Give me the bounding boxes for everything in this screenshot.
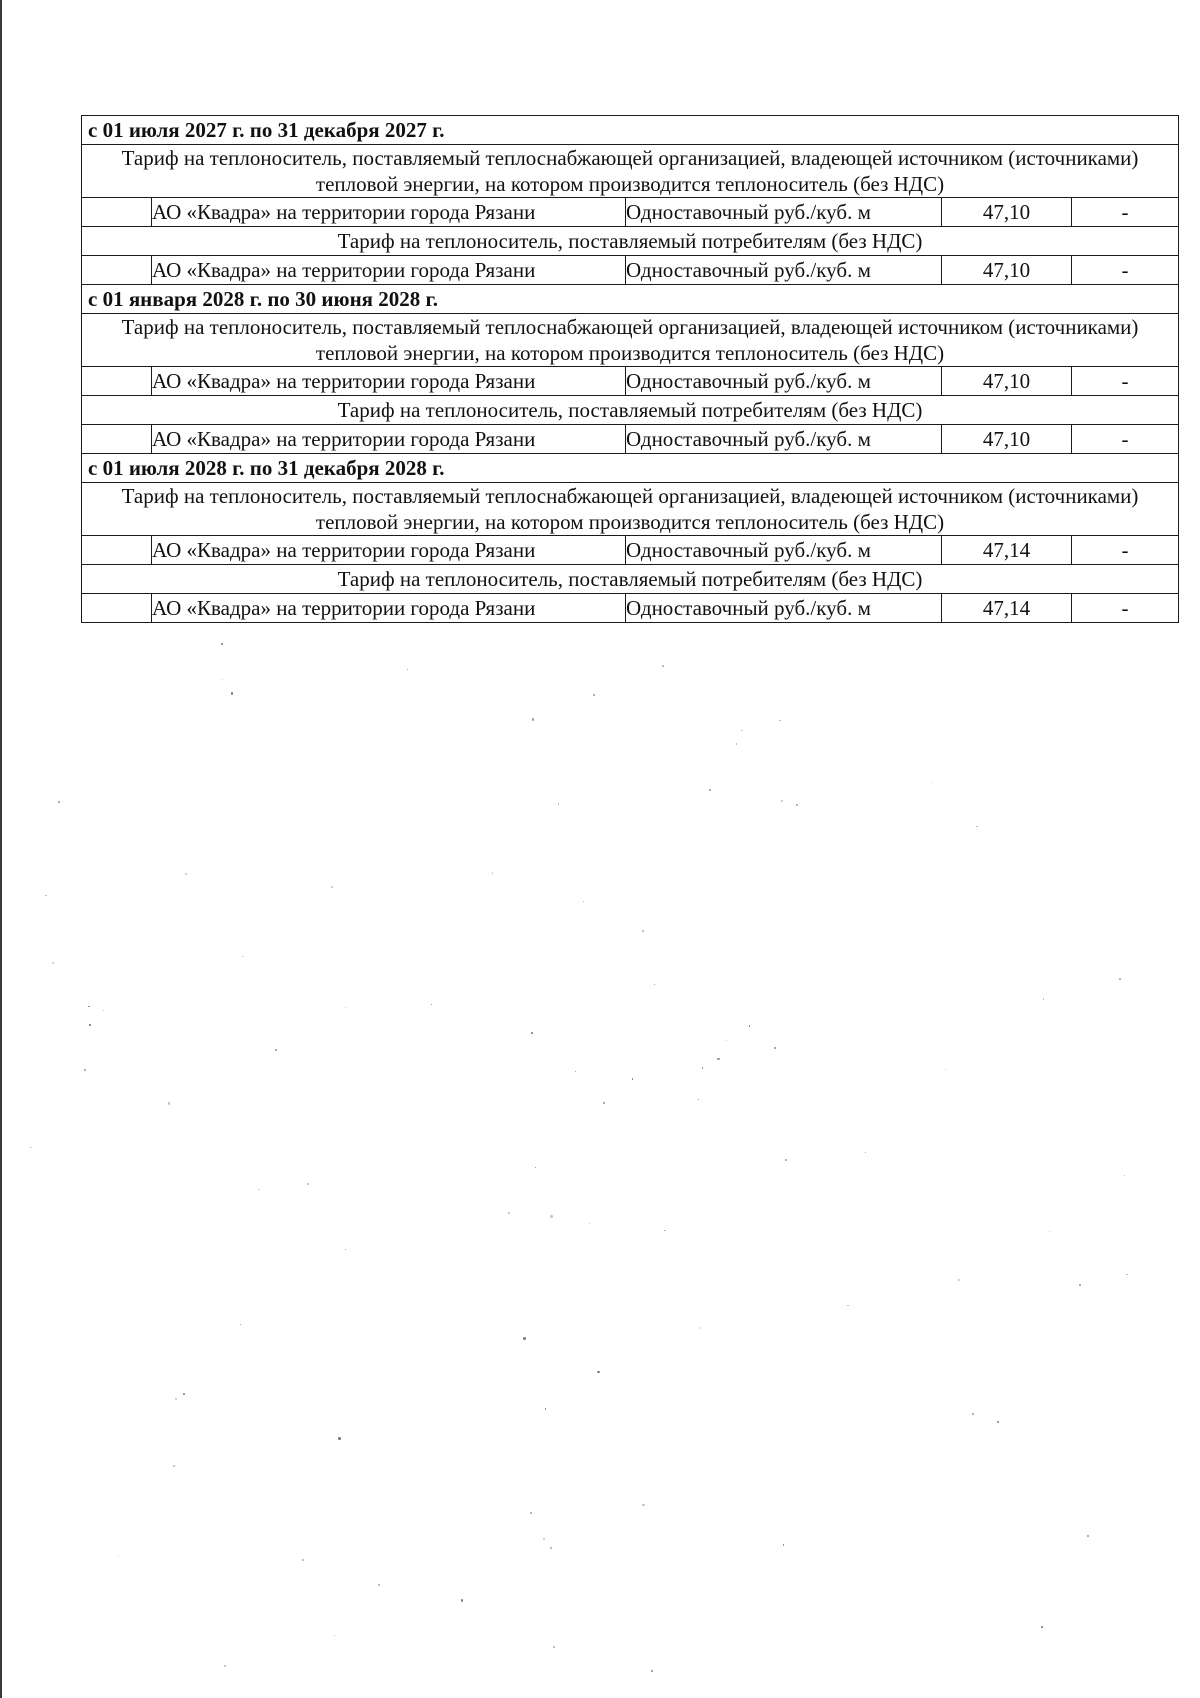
tariff-type-cell: Одноставочный руб./куб. м: [626, 367, 942, 396]
table-row: [82, 256, 1179, 285]
scan-speck: [89, 1024, 91, 1026]
scan-speck: [175, 1398, 177, 1400]
scan-speck: [222, 679, 223, 680]
tariff-value-cell: 47,14: [942, 536, 1072, 565]
period-row: [82, 116, 1179, 145]
scan-speck: [662, 665, 664, 667]
tariff-caption: Тариф на теплоноситель, поставляемый потребителям (без НДС): [82, 565, 1179, 594]
period-heading: с 01 июля 2028 г. по 31 декабря 2028 г.: [82, 454, 1179, 483]
tariff-caption-row: [82, 314, 1179, 367]
row-number: [82, 536, 152, 565]
tariff-type-cell: Одноставочный руб./куб. м: [626, 256, 942, 285]
scan-speck: [1041, 1626, 1043, 1628]
vat-value-cell: -: [1072, 536, 1179, 565]
scan-speck: [774, 1047, 776, 1049]
scan-speck: [865, 1152, 866, 1153]
scan-speck: [702, 1067, 703, 1068]
scan-speck: [709, 789, 711, 791]
scan-speck: [654, 984, 655, 985]
scan-speck: [550, 1547, 552, 1549]
tariff-value-cell: 47,10: [942, 198, 1072, 227]
tariff-table: [81, 115, 1179, 623]
scan-speck: [275, 1049, 277, 1051]
scan-speck: [726, 1040, 727, 1041]
scan-speck: [508, 1212, 510, 1214]
scan-speck: [781, 800, 783, 802]
scan-speck: [575, 1071, 576, 1072]
scan-speck: [1049, 1231, 1050, 1232]
scan-speck: [593, 694, 594, 695]
tariff-value-cell: 47,10: [942, 256, 1072, 285]
tariff-caption-row: [82, 483, 1179, 536]
scan-speck: [651, 1670, 653, 1672]
scan-speck: [531, 1032, 533, 1034]
tariff-type-cell: Одноставочный руб./куб. м: [626, 536, 942, 565]
scan-speck: [461, 1599, 463, 1601]
scan-speck: [779, 720, 781, 722]
scan-speck: [224, 1665, 226, 1667]
vat-value-cell: -: [1072, 198, 1179, 227]
scan-speck: [530, 1512, 532, 1514]
scan-speck: [58, 801, 60, 803]
scan-speck: [183, 1393, 185, 1395]
period-heading: с 01 января 2028 г. по 30 июня 2028 г.: [82, 285, 1179, 314]
scan-speck: [972, 1413, 974, 1415]
scan-speck: [553, 1646, 555, 1648]
scan-speck: [749, 1025, 750, 1026]
scan-speck: [1124, 1175, 1125, 1176]
scan-speck: [699, 1327, 701, 1329]
scan-speck: [945, 1069, 946, 1070]
scan-speck: [642, 1504, 644, 1506]
scan-speck: [958, 1279, 960, 1281]
scan-speck: [543, 1538, 545, 1540]
organization-cell: АО «Квадра» на территории города Рязани: [152, 536, 626, 565]
tariff-caption-row: [82, 396, 1179, 425]
scan-speck: [185, 873, 187, 875]
table-row: [82, 367, 1179, 396]
scan-speck: [698, 1099, 699, 1100]
table-row: [82, 536, 1179, 565]
scan-speck: [118, 1556, 119, 1557]
vat-value-cell: -: [1072, 425, 1179, 454]
scan-speck: [168, 1102, 171, 1105]
scan-speck: [583, 901, 585, 903]
scan-speck: [231, 692, 234, 695]
tariff-type-cell: Одноставочный руб./куб. м: [626, 425, 942, 454]
page-left-edge: [0, 0, 2, 1698]
tariff-value-cell: 47,14: [942, 594, 1072, 623]
table-row: [82, 594, 1179, 623]
scan-speck: [783, 1544, 784, 1545]
row-number: [82, 256, 152, 285]
scan-speck: [1043, 998, 1044, 999]
scan-speck: [545, 1408, 547, 1410]
scan-speck: [1126, 1274, 1128, 1276]
scan-speck: [30, 1147, 32, 1149]
scan-speck: [785, 1159, 787, 1161]
tariff-caption-row: [82, 145, 1179, 198]
scan-speck: [407, 669, 408, 670]
scan-speck: [221, 643, 223, 645]
scan-speck: [345, 1249, 346, 1250]
scan-speck: [976, 826, 978, 828]
scan-speck: [717, 1058, 719, 1060]
scan-speck: [173, 1465, 175, 1467]
table-row: [82, 425, 1179, 454]
row-number: [82, 198, 152, 227]
scan-speck: [931, 782, 932, 783]
organization-cell: АО «Квадра» на территории города Рязани: [152, 425, 626, 454]
scan-speck: [632, 1078, 633, 1079]
scan-speck: [796, 804, 798, 806]
tariff-caption: Тариф на теплоноситель, поставляемый теплоснабжающей организацией, владеющей источником (источниками) тепловой энергии, на котором производится теплоноситель (без НДС): [82, 483, 1179, 536]
tariff-caption: Тариф на теплоноситель, поставляемый теплоснабжающей организацией, владеющей источником (источниками) тепловой энергии, на котором производится теплоноситель (без НДС): [82, 145, 1179, 198]
scan-speck: [1079, 1284, 1081, 1286]
period-heading: с 01 июля 2027 г. по 31 декабря 2027 г.: [82, 116, 1179, 145]
organization-cell: АО «Квадра» на территории города Рязани: [152, 594, 626, 623]
scan-speck: [997, 1421, 999, 1423]
scan-speck: [741, 730, 743, 732]
period-row: [82, 285, 1179, 314]
period-row: [82, 454, 1179, 483]
scan-speck: [242, 956, 243, 957]
scan-speck: [334, 1635, 335, 1636]
scan-speck: [1087, 1535, 1089, 1537]
scan-speck: [84, 1069, 86, 1071]
organization-cell: АО «Квадра» на территории города Рязани: [152, 198, 626, 227]
organization-cell: АО «Квадра» на территории города Рязани: [152, 256, 626, 285]
row-number: [82, 594, 152, 623]
scan-speck: [88, 1006, 90, 1008]
scan-speck: [45, 895, 46, 896]
scan-speck: [1119, 978, 1121, 980]
tariff-type-cell: Одноставочный руб./куб. м: [626, 198, 942, 227]
scan-speck: [642, 930, 644, 932]
scan-speck: [103, 1010, 104, 1011]
table-row: [82, 198, 1179, 227]
scan-speck: [52, 962, 54, 964]
vat-value-cell: -: [1072, 256, 1179, 285]
scan-speck: [603, 1102, 605, 1104]
row-number: [82, 367, 152, 396]
tariff-caption: Тариф на теплоноситель, поставляемый теплоснабжающей организацией, владеющей источником (источниками) тепловой энергии, на котором производится теплоноситель (без НДС): [82, 314, 1179, 367]
scan-speck: [550, 1215, 552, 1217]
tariff-caption: Тариф на теплоноситель, поставляемый потребителям (без НДС): [82, 396, 1179, 425]
tariff-caption: Тариф на теплоноситель, поставляемый потребителям (без НДС): [82, 227, 1179, 256]
organization-cell: АО «Квадра» на территории города Рязани: [152, 367, 626, 396]
scan-speck: [258, 1189, 260, 1191]
scan-speck: [532, 718, 535, 721]
tariff-caption-row: [82, 565, 1179, 594]
scan-speck: [331, 886, 333, 888]
tariff-caption-row: [82, 227, 1179, 256]
scan-speck: [664, 1230, 665, 1231]
scan-speck: [338, 1437, 340, 1439]
tariff-value-cell: 47,10: [942, 425, 1072, 454]
scan-speck: [535, 1167, 536, 1168]
scan-speck: [378, 1584, 380, 1586]
scan-speck: [307, 1183, 309, 1185]
scan-speck: [492, 872, 494, 874]
vat-value-cell: -: [1072, 367, 1179, 396]
scan-speck: [431, 1004, 432, 1005]
tariff-type-cell: Одноставочный руб./куб. м: [626, 594, 942, 623]
scan-speck: [240, 1324, 241, 1325]
scan-speck: [345, 1007, 347, 1009]
scan-speck: [302, 1559, 304, 1561]
scan-speck: [847, 1305, 848, 1306]
scan-speck: [597, 1371, 599, 1373]
scan-speck: [558, 803, 560, 805]
scan-speck: [736, 743, 737, 744]
tariff-value-cell: 47,10: [942, 367, 1072, 396]
vat-value-cell: -: [1072, 594, 1179, 623]
row-number: [82, 425, 152, 454]
scan-speck: [523, 1337, 526, 1340]
scan-speck: [589, 1223, 590, 1224]
